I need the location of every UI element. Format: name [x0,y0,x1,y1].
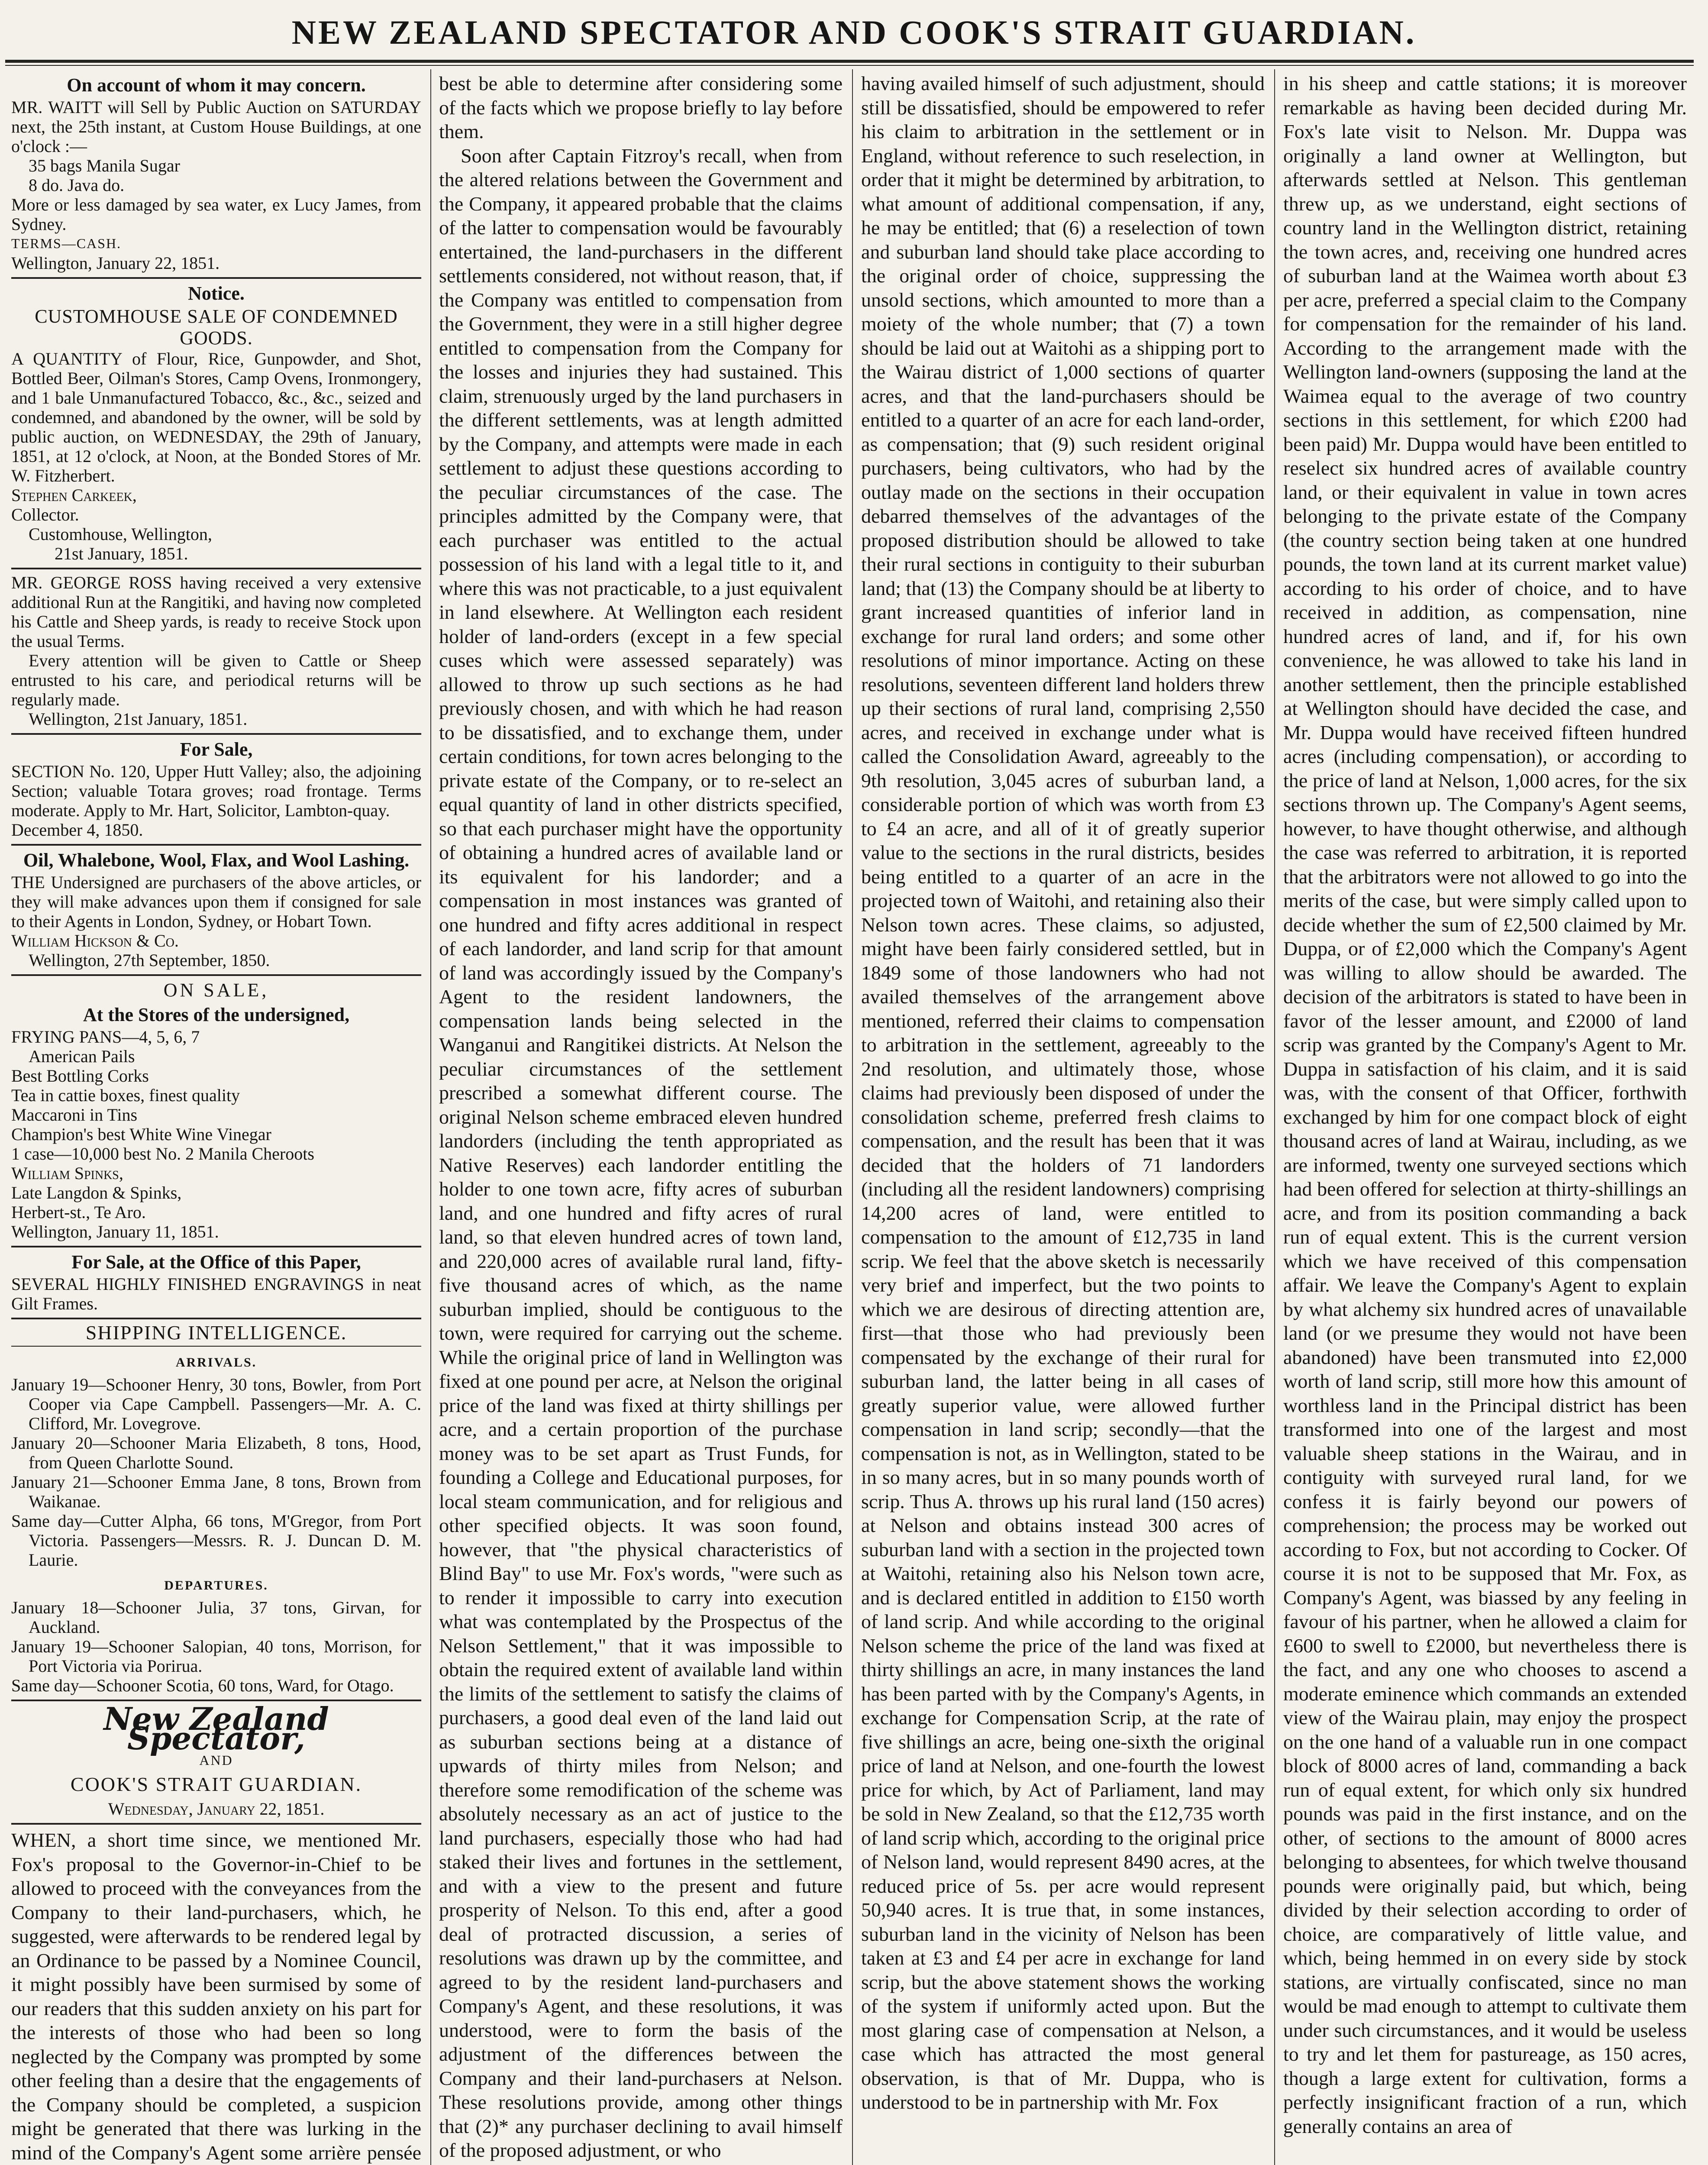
hickson-notice [11,849,421,970]
engravings-notice [11,1251,421,1313]
separator [11,1346,421,1347]
departure-entry: Same day—Schooner Scotia, 60 tons, Ward, for Otago. [11,1676,394,1695]
editorial-opening: WHEN, a short time since, we mentioned Mr. Fox's proposal to the Governor-in-Chief to be allowed to proceed with the conveyances from the Company to their land-purchasers, which, he suggested, were afterwards to be rendered legal by an Ordinance to be passed by a Nominee Council, it might possibly have been surmised by some of our readers that this sudden anxiety on his part for the interests of those who had been so long neglected by the Company was prompted by some other feeling than a desire that the engagements of the Company should be completed, a suspicion might be generated that there was lurking in the mind of the Company's Agent some arrière pensée [11,1829,421,2164]
customhouse-heading: Notice. [188,283,245,304]
auction-terms: TERMS—CASH. [11,236,122,251]
separator [11,1318,421,1319]
masthead-rule [5,60,1694,63]
paper-date: Wednesday, January 22, 1851. [108,1799,325,1819]
engravings-heading: For Sale, at the Office of this Paper, [71,1251,361,1273]
column-divider [430,69,431,2165]
spinks-signature: William Spinks, [11,1163,123,1183]
customhouse-signature: Stephen Carkeek, [11,485,137,505]
spinks-notice [11,979,421,1241]
paper-subtitle: COOK'S STRAIT GUARDIAN. [70,1773,362,1795]
section-sale-notice [11,738,421,840]
newspaper-masthead-title: NEW ZEALAND SPECTATOR AND COOK'S STRAIT GUARDIAN. [291,13,1417,51]
engravings-body: SEVERAL HIGHLY FINISHED ENGRAVINGS in neat Gilt Frames. [11,1274,421,1313]
spinks-signature-2: Late Langdon & Spinks, [11,1183,182,1202]
auction-body-2: More or less damaged by sea water, ex Lucy James, from Sydney. [11,195,421,234]
separator [11,1823,421,1825]
auction-dateline: Wellington, January 22, 1851. [11,253,220,273]
masthead-rule-thin [5,65,1694,66]
separator [11,844,421,846]
column-divider [1274,69,1275,2165]
spinks-subheading: At the Stores of the undersigned, [83,1004,350,1025]
customhouse-signature-title: Collector. [11,505,79,524]
column-editorial-4 [1277,71,1693,2165]
section-sale-heading: For Sale, [180,739,253,760]
spinks-line: 1 case—10,000 best No. 2 Manila Cheroots [11,1144,314,1163]
shipping-heading: SHIPPING INTELLIGENCE. [85,1322,347,1344]
hickson-heading: Oil, Whalebone, Wool, Flax, and Wool Lashing. [23,850,410,871]
editorial-paragraph: Soon after Captain Fitzroy's recall, when from the altered relations between the Government and the Company, it appeared probable that the claims of the latter to compensation would be favourably entertained, the land-purchasers in the different settlements considered, not without reason, that, if the Company was entitled to compensation from the Government, they were in a still higher degree entitled to compensation from the Company for the losses and injuries they had sustained. This claim, strenuously urged by the land purchasers in the different settlements, was at length admitted by the Company, and attempts were made in each settlement to adjust these questions according to the peculiar circumstances of the case. The principles admitted by the Company were, that each purchaser was entitled to the actual possession of his land with a legal title to it, and where this was not practicable, to a just equivalent in land elsewhere. At Wellington each resident holder of land-orders (except in a few special cuses which were assessed separately) was allowed to throw up such sections as he had previously chosen, and with which he had reason to be dissatisfied, and to exchange them, under certain conditions, for town acres belonging to the private estate of the Company, or to re-select an equal quantity of land in other districts specified, so that each purchaser might have the opportunity of obtaining a hundred acres of available land or its equivalent for his landorder; and a compensation in most instances was granted of one hundred and fifty acres additional in respect of each landorder, and land scrip for that amount of land was accordingly issued by the Company's Agent to the resident landowners, the compensation lands being selected in the Wanganui and Rangitikei districts. At Nelson the peculiar circumstances of the settlement prescribed a somewhat different course. The original Nelson scheme embraced eleven hundred landorders (including the tenth appropriated as Native Reserves) each landorder entitling the holder to one town acre, fifty acres of suburban land, and one hundred and fifty acres of rural land, so that eleven hundred acres of town land, and 220,000 acres of available rural land, fifty-five thousand acres of which, as the name suburban implied, should be contiguous to the town, were required for carrying out the scheme. While the original price of land in Wellington was fixed at one pound per acre, at Nelson the original price of the land was fixed at thirty shillings per acre, and a certain proportion of the purchase money was to be set apart as Trust Funds, for founding a College and Educational purposes, for local steam communication, and for religious and other specified objects. It was soon found, however, that "the physical characteristics of Blind Bay" to use Mr. Fox's words, "were such as to render it impossible to carry into execution what was contemplated by the Prospectus of the Nelson Settlement," that it was impossible to obtain the required extent of available land within the limits of the settlement to satisfy the claims of purchasers, a good deal even of the land laid out as suburban sections being at a distance of upwards of thirty miles from Nelson; and therefore some remodification of the scheme was absolutely necessary as an act of justice to the land purchasers, especially those who had had staked their lives and fortunes in the settlement, and with a view to the present and future prosperity of Nelson. To this end, after a good deal of protracted discussion, a series of resolutions was drawn up by the committee, and agreed to by the resident land-purchasers and Company's Agent, and these resolutions, it was understood, were to form the basis of the adjustment of the differences between the Company and their land-purchasers at Nelson. These resolutions provide, among other things that (2)* any purchaser declining to avail himself of the proposed adjustment, or who [439,144,843,2161]
column-advertisements [5,71,427,2165]
hickson-body: THE Undersigned are purchasers of the above articles, or they will make advances upon them if consigned for sale to their Agents in London, Sydney, or Hobart Town. [11,872,421,931]
editorial-paragraph: best be able to determine after considering some of the facts which we propose briefly to lay before them. [439,72,843,142]
arrival-entry: January 20—Schooner Maria Elizabeth, 8 tons, Hood, from Queen Charlotte Sound. [11,1433,421,1472]
separator [11,974,421,976]
column-editorial-3 [855,71,1271,2165]
spinks-line: Tea in cattie boxes, finest quality [11,1086,240,1105]
spinks-line: American Pails [29,1047,135,1066]
hickson-signature: William Hickson & Co. [11,931,179,950]
section-sale-body: SECTION No. 120, Upper Hutt Valley; also, the adjoining Section; valuable Totara groves; road frontage. Terms moderate. Apply to Mr. Hart, Solicitor, Lambton-quay. [11,762,421,820]
ross-notice [11,573,421,729]
spinks-signature-3: Herbert-st., Te Aro. [11,1202,146,1222]
editorial-paragraph: in his sheep and cattle stations; it is moreover remarkable as having been decided during Mr. Fox's late visit to Nelson. Mr. Duppa was originally a land owner at Wellington, but afterwards settled at Nelson. This gentleman threw up, as we understand, eight sections of country land in the Wellington district, retaining the town acres, and, receiving one hundred acres of suburban land at the Waimea worth about £3 per acre, preferred a special claim to the Company for compensation for the remainder of his land. According to the arrangement made with the Wellington land-owners (supposing the land at the Waimea equal to the average of two country sections in this settlement, for which £200 had been paid) Mr. Duppa would have been entitled to reselect six hundred acres of available country land, or their equivalent in value in town acres belonging to the private estate of the Company (the country section being taken at one hundred pounds, the town land at its current market value) according to his order of choice, and to have received in addition, as compensation, nine hundred acres of land, and if, for his own convenience, he was allowed to take his land in another settlement, then the principle established at Wellington should have decided the case, and Mr. Duppa would have received fifteen hundred acres (including compensation), or according to the price of land at Nelson, 1,000 acres, for the six sections thrown up. The Company's Agent seems, however, to have thought otherwise, and although the case was referred to arbitration, it is reported that the arbitrators were not allowed to go into the merits of the case, but were simply called upon to decide whether the sum of £2,500 claimed by Mr. Duppa, or of £2,000 which the Company's Agent was willing to allow should be awarded. The decision of the arbitrators is stated to have been in favor of the lesser amount, and £2000 of land scrip was granted by the Company's Agent to Mr. Duppa in satisfaction of his claim, and it is said was, with the consent of that Officer, forthwith exchanged by him for one compact block of eight thousand acres of land at Wairau, including, as we are informed, twenty one surveyed sections which had been offered for selection at thirty-shillings an acre, and from its position commanding a back run of equal extent. This is the current version which we have received of this compensation affair. We leave the Company's Agent to explain by what alchemy six hundred acres of unavailable land (or we presume they would not have been abandoned) have been transmuted into £2,000 worth of land scrip, still more how this amount of worthless land in the Principal district has been transformed into one of the largest and most valuable sheep stations in the Wairau, and in contiguity with surveyed rural land, for we confess it is fairly beyond our powers of comprehension; the process may be worked out according to Fox, but not according to Cocker. Of course it is not to be supposed that Mr. Fox, as Company's Agent, was biassed by any feeling in favour of his partner, when he allowed a claim for £600 to swell to £2000, but nevertheless there is the fact, and any one who chooses to ascend a moderate eminence which commands an extended view of the Wairau plain, may enjoy the prospect on the one hand of a valuable run in one compact block of 8000 acres of land, commanding a back run of equal extent, for which only six hundred pounds was paid in the first instance, and on the other, of sections to the amount of 8000 acres belonging to absentees, for which twelve thousand pounds were originally paid, but which, being divided by their selection according to order of choice, are comparatively of little value, and which, being hemmed in on every side by stock stations, are virtually confiscated, since no man would be mad enough to attempt to cultivate them under such circumstances, and it would be useless to try and let them for pastureage, as 150 acres, though a large extent for cultivation, forms a perfectly insignificant fraction of a run, which generally contains an area of [1283,72,1687,2137]
auction-notice [11,74,421,273]
customhouse-place: Customhouse, Wellington, [29,524,212,544]
paper-title: New Zealand Spectator, [103,1700,329,1757]
auction-heading: On account of whom it may concern. [67,74,366,96]
ross-body-2: Every attention will be given to Cattle or Sheep entrusted to his care, and periodical returns will be regularly made. [11,651,421,709]
ross-dateline: Wellington, 21st January, 1851. [29,709,248,729]
arrival-entry: January 21—Schooner Emma Jane, 8 tons, Brown from Waikanae. [11,1472,421,1511]
auction-body: MR. WAITT will Sell by Public Auction on SATURDAY next, the 25th instant, at Custom House Buildings, at one o'clock :— [11,97,421,156]
spinks-heading: ON SALE, [163,979,269,1001]
editorial-paragraph: having availed himself of such adjustment, should still be dissatisfied, should be empowered to refer his claim to arbitration in the settlement or in England, without reference to such reselection, in order that it might be determined by arbitration, to what amount of additional compensation, if any, he may be entitled; that (6) a reselection of town and suburban land should take place according to the original order of choice, suppressing the unsold sections, which amounted to more than a moiety of the whole number; that (7) a town should be laid out at Waitohi as a shipping port to the Wairau district of 1,000 sections of quarter acres, and that the land-purchasers should be entitled to a quarter of an acre for each land-order, as compensation; that (9) such resident original purchasers, being cultivators, who had by the outlay made on the sections in their occupation debarred themselves of the advantages of the proposed distribution should be allowed to take their rural sections in contiguity to their suburban land; that (13) the Company should be at liberty to grant increased quantities of inferior land in exchange for rural land orders; and some other resolutions of minor importance. Acting on these resolutions, seventeen different land holders threw up their sections of rural land, comprising 2,550 acres, and received in exchange under what is called the Consolidation Award, agreeably to the 9th resolution, 3,045 acres of suburban land, a considerable portion of which was worth from £3 to £4 an acre, and all of it of greatly superior value to the sections in the rural districts, besides being entitled to a quarter of an acre in the projected town of Waitohi, and retaining also their Nelson town acres. These claims, so adjusted, might have been fairly considered settled, but in 1849 some of those landowners who had not availed themselves of the arrangement above mentioned, referred their claims to compensation to arbitration in the settlement, agreeably to the 2nd resolution, and ultimately those, whose claims had previously been disposed of under the consolidation scheme, preferred fresh claims to compensation, and the result has been that it was decided that the holders of 71 landorders (including all the resident landowners) comprising 14,200 acres of land, were entitled to compensation to the amount of £12,735 in land scrip. We feel that the above sketch is necessarily very brief and imperfect, but the two points to which we are desirous of directing attention are, first—that those who had previously been compensated by the exchange of their rural for suburban land, the latter being in all cases of greatly superior value, were allowed further compensation in land scrip; secondly—that the compensation is not, as in Wellington, stated to be in so many acres, but in so many pounds worth of scrip. Thus A. throws up his rural land (150 acres) at Nelson and obtains instead 300 acres of suburban land with a section in the projected town at Waitohi, retaining also his Nelson town acre, and is declared entitled in addition to £150 worth of land scrip. And while according to the original Nelson scheme the price of the land was fixed at thirty shillings an acre, in many instances the land has been parted with by the Company's Agents, in exchange for Compensation Scrip, at the rate of five shillings an acre, being one-sixth the original price of land at Nelson, and one-fourth the lowest price for which, by Act of Parliament, land may be sold in New Zealand, so that the £12,735 worth of land scrip which, according to the original price of Nelson land, would represent 8490 acres, at the reduced price of 5s. per acre would represent 50,940 acres. It is true that, in some instances, suburban land in the vicinity of Nelson has been taken at £3 and £4 per acre in exchange for land scrip, but the above statement shows the working of the system if uniformly acted upon. But the most glaring case of compensation at Nelson, a case which has attracted the most general observation, is that of Mr. Duppa, who is understood to be in partnership with Mr. Fox [861,72,1265,2113]
auction-item: 35 bags Manila Sugar [29,156,180,175]
column-divider [852,69,853,2165]
paper-and: AND [199,1752,233,1768]
spinks-line: Maccaroni in Tins [11,1105,138,1125]
section-sale-date: December 4, 1850. [11,820,143,840]
arrivals-label: ARRIVALS. [175,1355,257,1370]
spinks-line: Champion's best White Wine Vinegar [11,1125,271,1144]
spinks-line: Best Bottling Corks [11,1066,149,1086]
spinks-dateline: Wellington, January 11, 1851. [11,1222,219,1241]
customhouse-notice [11,282,421,563]
departure-entry: January 19—Schooner Salopian, 40 tons, Morrison, for Port Victoria via Porirua. [11,1637,421,1676]
customhouse-subheading: CUSTOMHOUSE SALE OF CONDEMNED GOODS. [35,306,398,349]
departures-label: DEPARTURES. [164,1578,268,1593]
paper-nameplate [11,1700,421,1819]
ross-body: MR. GEORGE ROSS having received a very extensive additional Run at the Rangitiki, and having now completed his Cattle and Sheep yards, is ready to receive Stock upon the usual Terms. [11,573,421,651]
arrival-entry: Same day—Cutter Alpha, 66 tons, M'Gregor, from Port Victoria. Passengers—Messrs. R. J. Duncan D. M. Laurie. [11,1511,421,1570]
separator [11,733,421,735]
departure-entry: January 18—Schooner Julia, 37 tons, Girvan, for Auckland. [11,1598,421,1637]
separator [11,568,421,569]
separator [11,277,421,279]
spinks-line: FRYING PANS—4, 5, 6, 7 [11,1027,200,1047]
column-editorial-2 [433,71,849,2165]
arrival-entry: January 19—Schooner Henry, 30 tons, Bowler, from Port Cooper via Cape Campbell. Passengers—Mr. A. C. Clifford, Mr. Lovegrove. [11,1375,421,1433]
separator [11,1246,421,1247]
hickson-dateline: Wellington, 27th September, 1850. [29,950,270,970]
auction-item: 8 do. Java do. [29,175,125,195]
masthead [0,0,1708,65]
shipping-intelligence [11,1323,421,1695]
customhouse-body: A QUANTITY of Flour, Rice, Gunpowder, and Shot, Bottled Beer, Oilman's Stores, Camp Ovens, Ironmongery, and 1 bale Unmanufactured Tobacco, &c., &c., seized and condemned, and abandoned by the owner, will be sold by public auction, on WEDNESDAY, the 29th of January, 1851, at 12 o'clock, at Noon, at the Bonded Stores of Mr. W. Fitzherbert. [11,349,421,485]
customhouse-date: 21st January, 1851. [55,544,188,563]
